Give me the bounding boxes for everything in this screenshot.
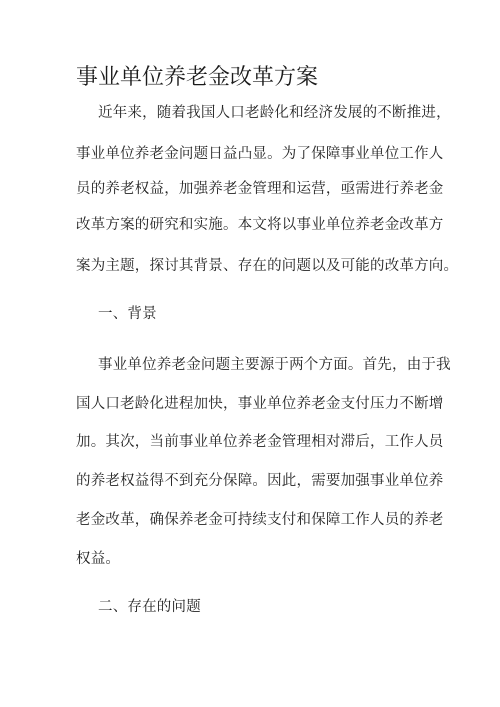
intro-line-3: 员的养老权益，加强养老金管理和运营，亟需进行养老金 <box>76 181 444 197</box>
document-title: 事业单位养老金改革方案 <box>76 65 319 90</box>
section1-line-4: 的养老权益得不到充分保障。因此，需要加强事业单位养 <box>76 473 444 489</box>
intro-line-1: 近年来，随着我国人口老龄化和经济发展的不断推进， <box>98 105 451 121</box>
intro-line-4: 改革方案的研究和实施。本文将以事业单位养老金改革方 <box>76 217 444 233</box>
section1-line-1: 事业单位养老金问题主要源于两个方面。首先，由于我 <box>98 357 451 373</box>
section1-line-5: 老金改革，确保养老金可持续支付和保障工作人员的养老 <box>76 512 444 528</box>
section-heading-problems: 二、存在的问题 <box>98 599 201 615</box>
intro-line-5: 案为主题，探讨其背景、存在的问题以及可能的改革方向。 <box>76 258 459 274</box>
section1-line-2: 国人口老龄化进程加快，事业单位养老金支付压力不断增 <box>76 396 444 412</box>
section1-line-6: 权益。 <box>76 551 121 567</box>
section1-line-3: 加。其次，当前事业单位养老金管理相对滞后，工作人员 <box>76 434 444 450</box>
section-heading-background: 一、背景 <box>98 306 157 322</box>
intro-line-2: 事业单位养老金问题日益凸显。为了保障事业单位工作人 <box>76 146 444 162</box>
